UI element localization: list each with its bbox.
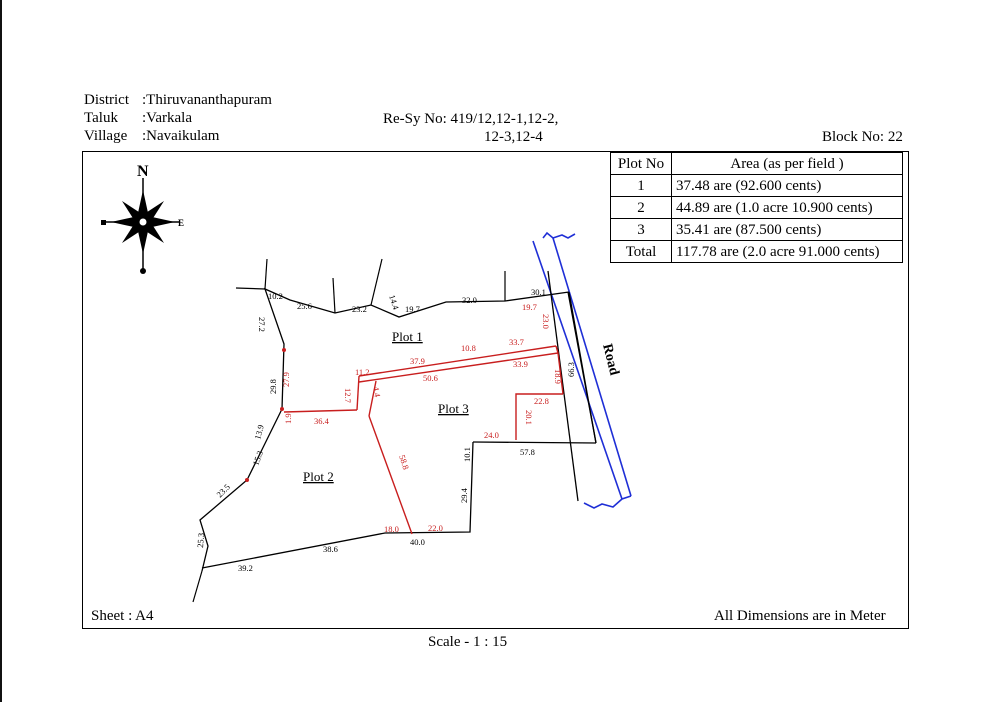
plot-3-label: Plot 3 xyxy=(438,401,469,416)
dimension-label: 13.9 xyxy=(252,423,266,441)
dimension-label: 11.2 xyxy=(355,367,370,377)
dimension-label: 30.1 xyxy=(531,287,546,297)
resy-line-1: Re-Sy No: 419/12,12-1,12-2, xyxy=(383,111,559,127)
dimension-label: 57.8 xyxy=(520,447,535,457)
plot-no-cell: 3 xyxy=(611,219,672,241)
road-label: Road xyxy=(599,342,622,377)
dimension-label: 15.3 xyxy=(250,449,265,467)
dimension-label: 18.0 xyxy=(384,524,399,534)
dimension-label: 23.5 xyxy=(214,481,232,500)
area-cell: 44.89 are (1.0 acre 10.900 cents) xyxy=(672,197,903,219)
scale-label: Scale - 1 : 15 xyxy=(428,634,508,650)
col-area: Area (as per field ) xyxy=(672,153,903,175)
dimension-label: 39.2 xyxy=(238,563,253,573)
dimension-label: 58.8 xyxy=(397,453,412,471)
area-cell: 117.78 are (2.0 acre 91.000 cents) xyxy=(672,241,903,263)
dimension-label: 66.3 xyxy=(566,362,576,377)
compass-east-label: E xyxy=(178,218,185,228)
plot-no-cell: 1 xyxy=(611,175,672,197)
table-row xyxy=(611,219,903,241)
district-label: District xyxy=(84,92,129,108)
dimension-label: 20.1 xyxy=(524,410,534,425)
dimension-label: 29.4 xyxy=(459,488,469,503)
dimension-label: 24.0 xyxy=(484,430,499,440)
district-value: :Thiruvananthapuram xyxy=(142,92,272,108)
dimension-label: 19.7 xyxy=(405,304,420,314)
area-cell: 35.41 are (87.500 cents) xyxy=(672,219,903,241)
dimensions-note: All Dimensions are in Meter xyxy=(714,608,886,624)
dimension-label: 4.4 xyxy=(371,385,383,398)
area-cell: 37.48 are (92.600 cents) xyxy=(672,175,903,197)
dimension-label: 12.7 xyxy=(343,388,353,403)
resy-line-2: 12-3,12-4 xyxy=(484,129,543,145)
dimension-label: 37.9 xyxy=(410,356,425,366)
dimension-label: 10.8 xyxy=(461,343,476,353)
dimension-label: 10.1 xyxy=(462,447,472,462)
dimension-label: 25.3 xyxy=(195,532,207,549)
dimension-label: 19.7 xyxy=(522,302,537,312)
sheet-size: Sheet : A4 xyxy=(91,608,154,624)
plot-no-cell: 2 xyxy=(611,197,672,219)
plot-no-cell: Total xyxy=(611,241,672,263)
dimension-label: 29.8 xyxy=(268,379,278,394)
dimension-label: 32.0 xyxy=(462,295,477,305)
table-row xyxy=(611,241,903,263)
taluk-value: :Varkala xyxy=(142,110,192,126)
dimension-label: 40.0 xyxy=(410,537,425,547)
col-plot-no: Plot No xyxy=(611,153,672,175)
dimension-label: 38.6 xyxy=(323,544,338,554)
dimension-label: 25.6 xyxy=(297,301,312,311)
taluk-label: Taluk xyxy=(84,110,118,126)
area-table-header xyxy=(611,153,903,175)
dimension-label: 10.2 xyxy=(268,291,283,301)
dimension-label: 27.9 xyxy=(281,372,291,387)
dimension-label: 36.4 xyxy=(314,416,329,426)
dimension-label: 27.2 xyxy=(257,317,267,332)
compass-north-label: N xyxy=(137,163,149,180)
table-row xyxy=(611,197,903,219)
dimension-label: 33.9 xyxy=(513,359,528,369)
dimension-label: 22.8 xyxy=(534,396,549,406)
dimension-label: 22.0 xyxy=(428,523,443,533)
village-value: :Navaikulam xyxy=(142,128,220,144)
dimension-label: 50.6 xyxy=(423,373,438,383)
block-number: Block No: 22 xyxy=(822,129,903,145)
dimension-label: 18.9 xyxy=(553,369,563,384)
dimension-label: 23.2 xyxy=(352,304,367,314)
village-label: Village xyxy=(84,128,128,144)
compass-rose-icon xyxy=(101,163,184,274)
dimension-label: 14.4 xyxy=(387,293,402,311)
dimension-label: 23.0 xyxy=(541,314,551,329)
table-row xyxy=(611,175,903,197)
plot-1-label: Plot 1 xyxy=(392,329,423,344)
dimension-label: 1.9 xyxy=(283,413,293,424)
plot-2-label: Plot 2 xyxy=(303,469,334,484)
area-table xyxy=(610,152,903,263)
dimension-label: 33.7 xyxy=(509,337,524,347)
